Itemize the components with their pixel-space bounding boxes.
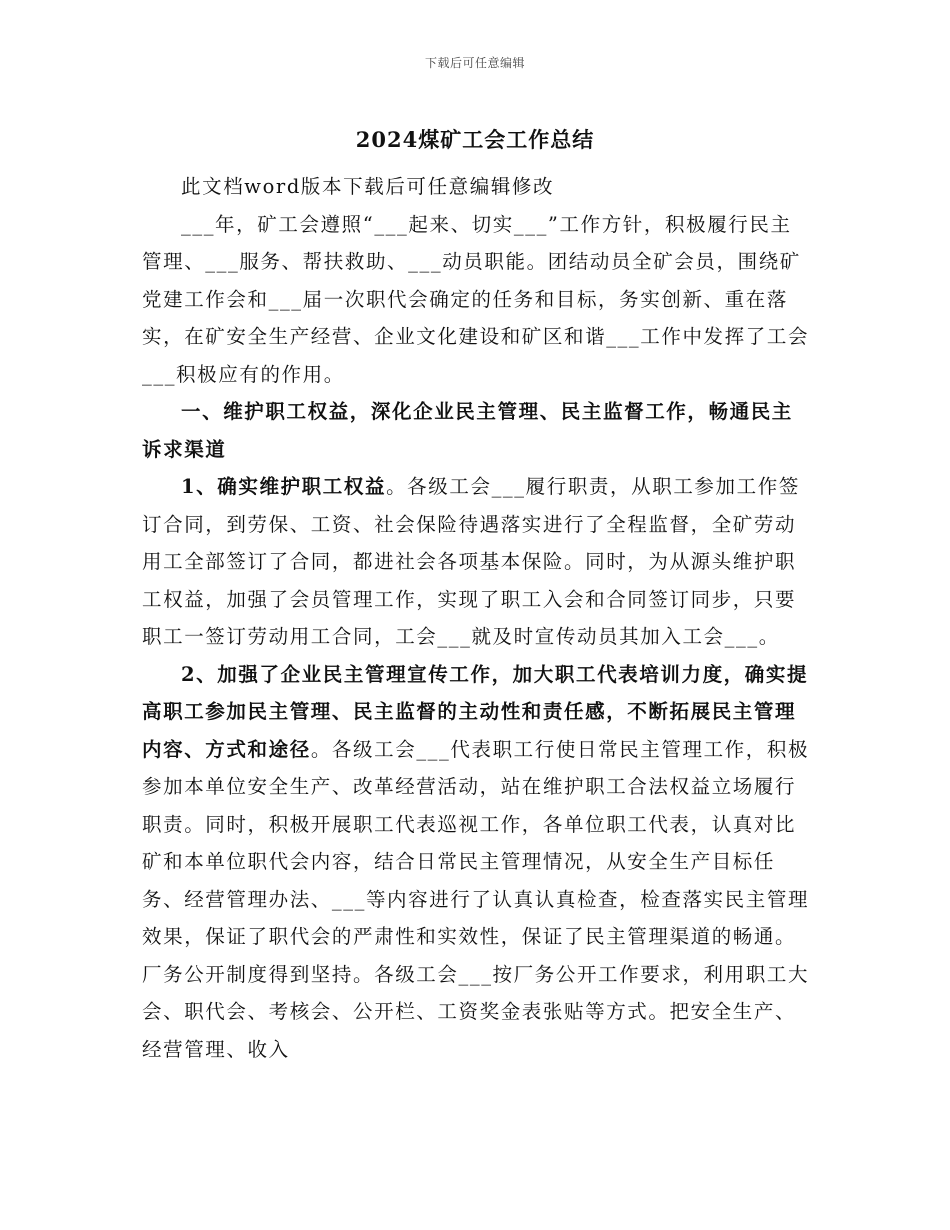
document-body bbox=[142, 168, 810, 1068]
paragraph-1: ___年，矿工会遵照“___起来、切实___”工作方针，积极履行民主管理、___服务、帮扶救助、___动员职能。团结动员全矿会员，围绕矿党建工作会和___届一次职代会确定的任务和目标，务实创新、重在落实，在矿安全生产经营、企业文化建设和矿区和谐___工作中发挥了工会___积极应有的作用。 bbox=[142, 212, 810, 386]
item-2-body: 。各级工会___代表职工行使日常民主管理工作，积极参加本单位安全生产、改革经营活动，站在维护职工合法权益立场履行职责。同时，积极开展职工代表巡视工作，各单位职工代表，认真对比矿和本单位职代会内容，结合日常民主管理情况，从安全生产目标任务、经营管理办法、___等内容进行了认真认真检查，检查落实民主管理效果，保证了职代会的严肃性和实效性，保证了民主管理渠道的畅通。厂务公开制度得到坚持。各级工会___按厂务公开工作要求，利用职工大会、职代会、考核会、公开栏、工资奖金表张贴等方式。把安全生产、经营管理、收入 bbox=[142, 737, 810, 1061]
intro-paragraph: 此文档word版本下载后可任意编辑修改 bbox=[181, 175, 555, 198]
item-1-body: 。各级工会___履行职责，从职工参加工作签订合同，到劳保、工资、社会保险待遇落实进行了全程监督，全矿劳动用工全部签订了合同，都进社会各项基本保险。同时，为从源头维护职工权益，加强了会员管理工作，实现了职工入会和合同签订同步，只要职工一签订劳动用工合同，工会___就及时宣传动员其加入工会___。 bbox=[142, 475, 800, 648]
item-2-paragraph bbox=[142, 656, 810, 1069]
header-note: 下载后可任意编辑 bbox=[424, 56, 525, 70]
section-1-heading: 一、维护职工权益，深化企业民主管理、民主监督工作，畅通民主诉求渠道 bbox=[142, 400, 793, 461]
item-1-paragraph bbox=[142, 468, 810, 656]
document-title: 2024煤矿工会工作总结 bbox=[355, 127, 595, 152]
item-1-lead: 1、确实维护职工权益 bbox=[181, 475, 387, 498]
item-2-lead: 2、加强了企业民主管理宣传工作，加大职工代表培训力度，确实提高职工参加民主管理、民主监督的主动性和责任感，不断拓展民主管理内容、方式和途径 bbox=[142, 662, 809, 761]
